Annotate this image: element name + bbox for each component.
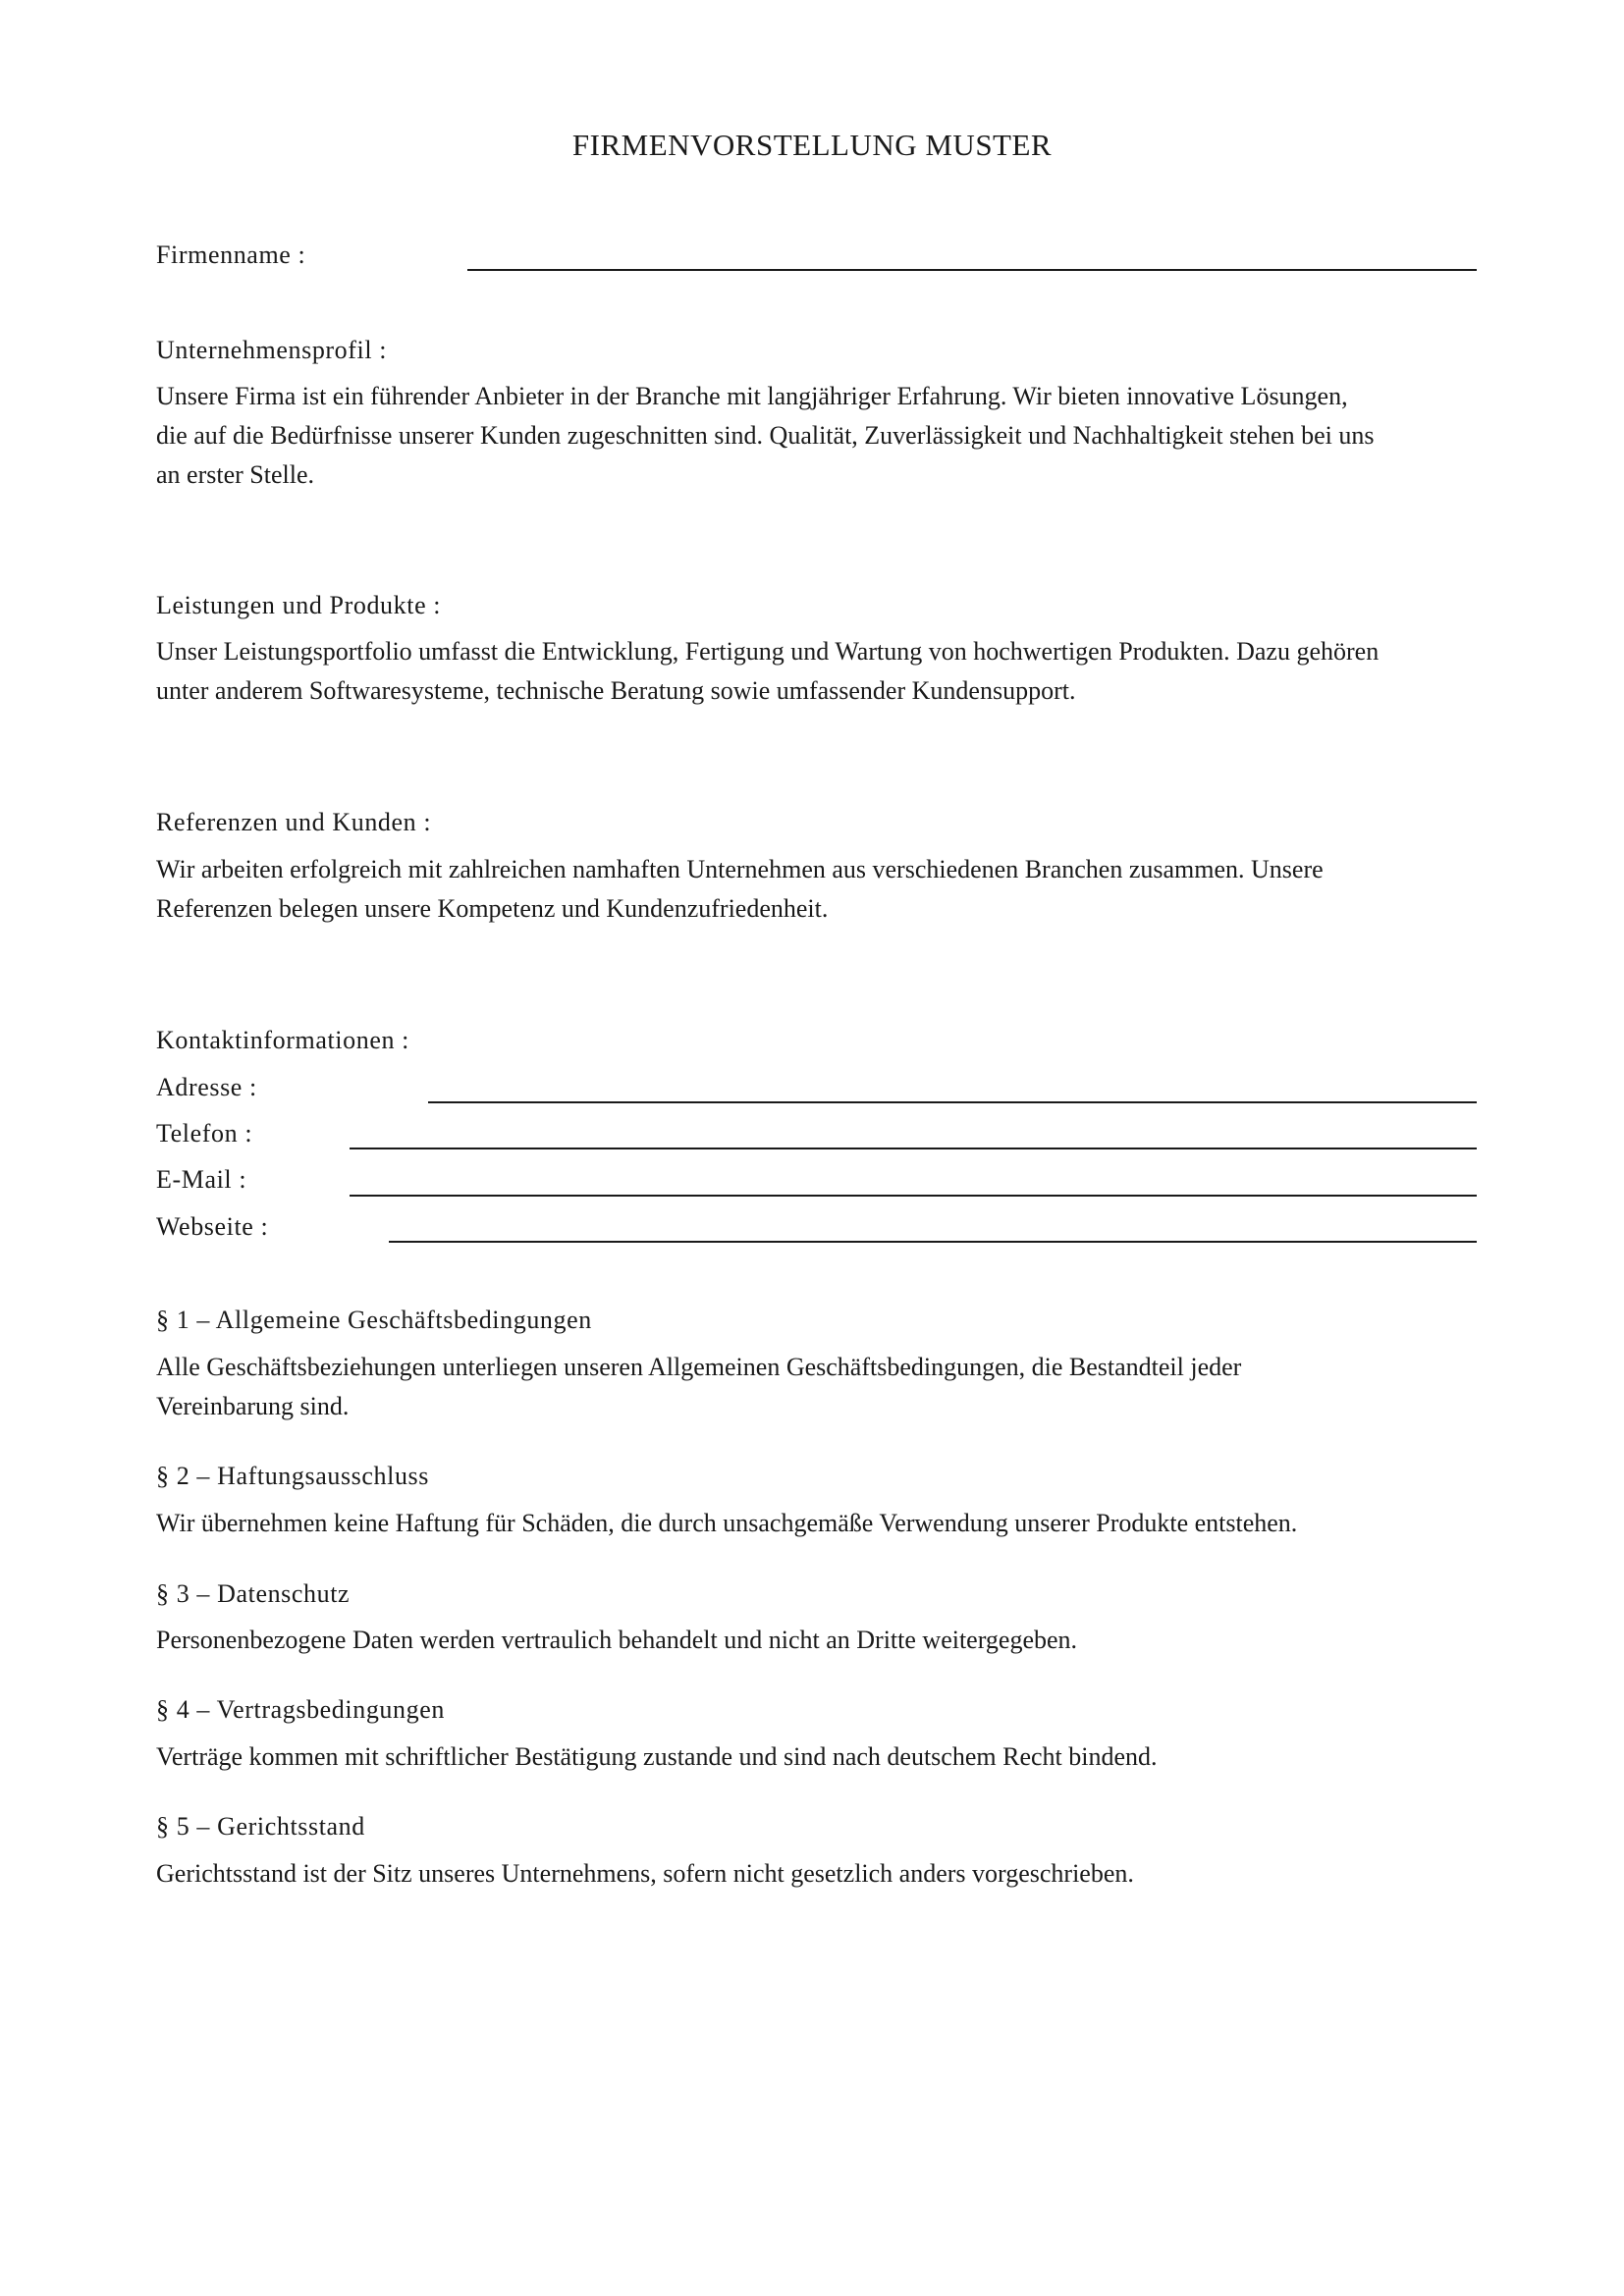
website-label: Webseite : bbox=[156, 1212, 269, 1241]
terms-5-heading: § 5 – Gerichtsstand bbox=[156, 1812, 365, 1841]
terms-4-paragraph bbox=[156, 1737, 1491, 1777]
terms-4-line: Verträge kommen mit schriftlicher Bestätigung zustande und sind nach deutschem Recht bindend. bbox=[156, 1742, 1158, 1771]
references-line: Referenzen belegen unsere Kompetenz und Kundenzufriedenheit. bbox=[156, 894, 829, 923]
terms-3-heading: § 3 – Datenschutz bbox=[156, 1579, 351, 1608]
terms-5-paragraph bbox=[156, 1854, 1491, 1894]
email-label: E-Mail : bbox=[156, 1165, 247, 1194]
services-heading: Leistungen und Produkte : bbox=[156, 591, 442, 619]
terms-3-paragraph bbox=[156, 1621, 1491, 1660]
terms-1-line: Alle Geschäftsbeziehungen unterliegen unseren Allgemeinen Geschäftsbedingungen, die Bestandteil jeder bbox=[156, 1353, 1242, 1381]
profile-line: die auf die Bedürfnisse unserer Kunden zugeschnitten sind. Qualität, Zuverlässigkeit und Nachhaltigkeit stehen bei uns bbox=[156, 421, 1375, 450]
profile-paragraph bbox=[156, 377, 1491, 495]
company-name-label: Firmenname : bbox=[156, 240, 306, 269]
terms-4-heading: § 4 – Vertragsbedingungen bbox=[156, 1695, 445, 1724]
phone-label: Telefon : bbox=[156, 1119, 253, 1148]
terms-2-heading: § 2 – Haftungsausschluss bbox=[156, 1462, 429, 1490]
references-line: Wir arbeiten erfolgreich mit zahlreichen namhaften Unternehmen aus verschiedenen Branchen zusammen. Unsere bbox=[156, 855, 1324, 883]
profile-line: Unsere Firma ist ein führender Anbieter in der Branche mit langjähriger Erfahrung. Wir bieten innovative Lösungen, bbox=[156, 382, 1348, 410]
terms-1-line: Vereinbarung sind. bbox=[156, 1392, 350, 1420]
references-heading: Referenzen und Kunden : bbox=[156, 808, 432, 836]
services-line: Unser Leistungsportfolio umfasst die Entwicklung, Fertigung und Wartung von hochwertigen Produkten. Dazu gehören bbox=[156, 637, 1380, 666]
contact-heading: Kontaktinformationen : bbox=[156, 1026, 409, 1054]
profile-heading: Unternehmensprofil : bbox=[156, 336, 388, 364]
terms-3-line: Personenbezogene Daten werden vertraulich behandelt und nicht an Dritte weitergegeben. bbox=[156, 1626, 1078, 1654]
terms-2-line: Wir übernehmen keine Haftung für Schäden, die durch unsachgemäße Verwendung unserer Produkte entstehen. bbox=[156, 1509, 1298, 1537]
terms-1-paragraph bbox=[156, 1348, 1491, 1426]
references-paragraph bbox=[156, 850, 1491, 929]
company-name-field[interactable] bbox=[467, 269, 1477, 271]
email-field[interactable] bbox=[350, 1195, 1477, 1197]
phone-field[interactable] bbox=[350, 1148, 1477, 1149]
terms-5-line: Gerichtsstand ist der Sitz unseres Unternehmens, sofern nicht gesetzlich anders vorgeschrieben. bbox=[156, 1859, 1134, 1888]
document-title: FIRMENVORSTELLUNG MUSTER bbox=[571, 128, 1053, 162]
services-line: unter anderem Softwaresysteme, technische Beratung sowie umfassender Kundensupport. bbox=[156, 676, 1076, 705]
terms-2-paragraph bbox=[156, 1504, 1491, 1543]
profile-line: an erster Stelle. bbox=[156, 460, 314, 489]
website-field[interactable] bbox=[389, 1241, 1477, 1243]
services-paragraph bbox=[156, 632, 1491, 711]
address-field[interactable] bbox=[428, 1101, 1477, 1103]
address-label: Adresse : bbox=[156, 1073, 257, 1101]
terms-1-heading: § 1 – Allgemeine Geschäftsbedingungen bbox=[156, 1306, 592, 1334]
